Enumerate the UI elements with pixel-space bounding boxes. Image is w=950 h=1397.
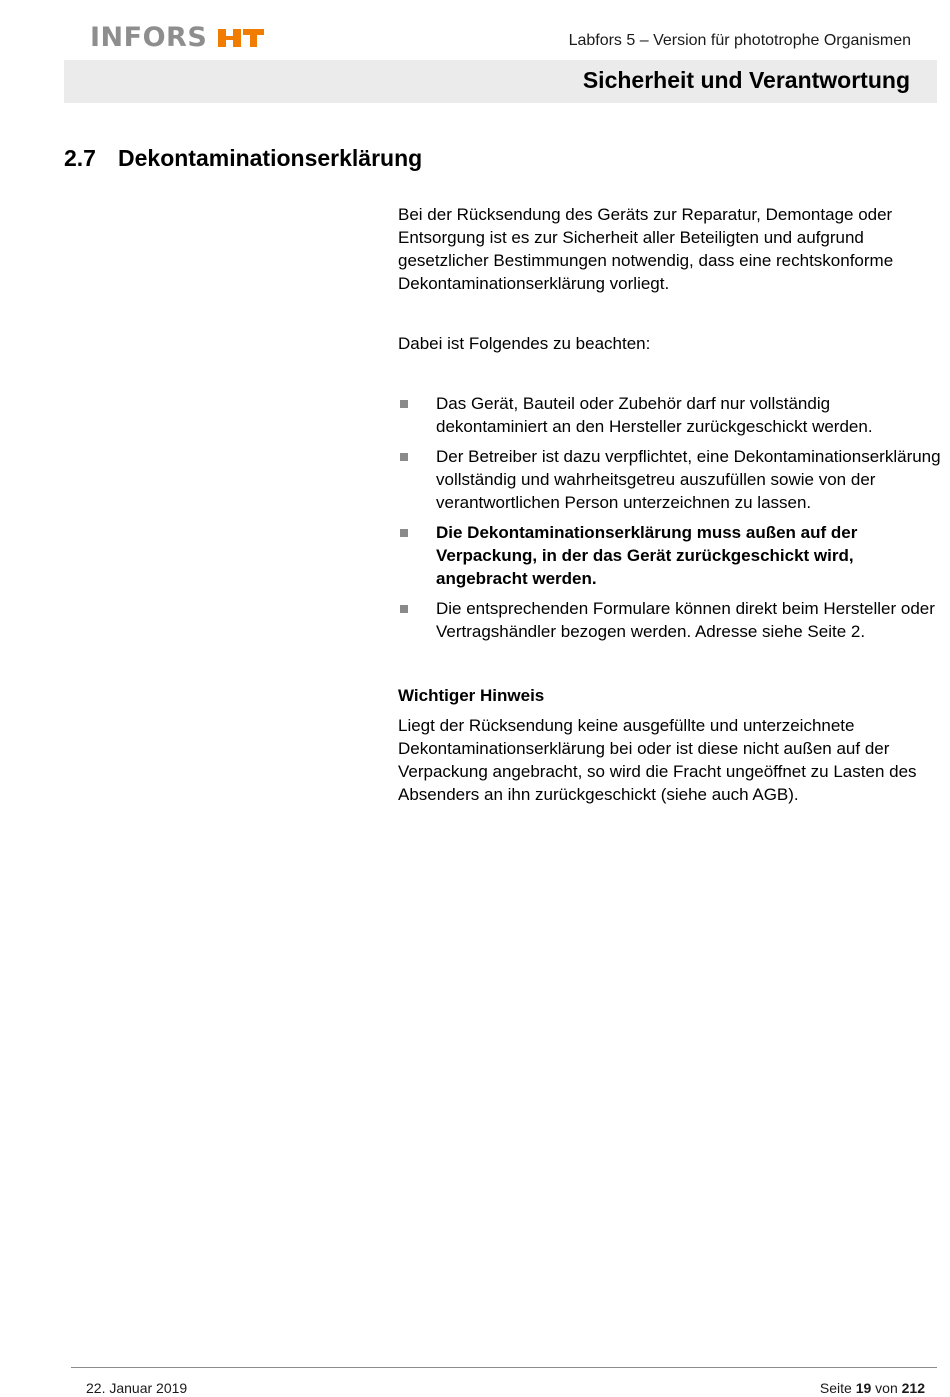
list-item-text: Der Betreiber ist dazu verpflichtet, eine Dekontaminationserklärung vollständig und wahrheitsgetreu auszufüllen sowie von der verantwortlichen Person unterzeichnen zu lassen. [436, 447, 941, 512]
list-item [398, 445, 943, 514]
note-text: Liegt der Rücksendung keine ausgefüllte und unterzeichnete Dekontaminationserklärung bei oder ist diese nicht außen auf der Verpackung angebracht, so wird die Fracht ungeöffnet zu Lasten des Absenders an ihn zurückgeschickt (siehe auch AGB). [398, 716, 917, 804]
chapter-title: Sicherheit und Verantwortung [582, 67, 910, 93]
list-item-text: Die Dekontaminationserklärung muss außen auf der Verpackung, in der das Gerät zurückgeschickt wird, angebracht werden. [436, 523, 858, 588]
square-bullet-icon [400, 400, 408, 408]
footer-date: 22. Januar 2019 [86, 1380, 188, 1396]
list-item [398, 597, 943, 643]
page-prefix: Seite [819, 1380, 852, 1396]
square-bullet-icon [400, 453, 408, 461]
document-title: Labfors 5 – Version für phototrophe Organismen [568, 32, 911, 49]
logo-text: INFORS [90, 22, 208, 53]
page-number [820, 1380, 925, 1396]
section-number: 2.7 [64, 145, 96, 171]
company-logo [90, 23, 265, 53]
section-body [398, 203, 943, 806]
square-bullet-icon [400, 529, 408, 537]
footer-divider [71, 1367, 937, 1368]
page-total: 212 [901, 1380, 925, 1396]
list-item [398, 521, 943, 590]
ht-logo-icon [217, 26, 265, 50]
section-heading [64, 145, 422, 172]
note-title: Wichtiger Hinweis [398, 686, 545, 705]
page-separator: von [875, 1380, 898, 1396]
lead-paragraph: Dabei ist Folgendes zu beachten: [398, 334, 651, 353]
section-title: Dekontaminationserklärung [118, 145, 423, 171]
list-item-text: Die entsprechenden Formulare können direkt beim Hersteller oder Vertragshändler bezogen werden. Adresse siehe Seite 2. [436, 599, 935, 641]
chapter-header-band [64, 60, 937, 103]
bullet-list [398, 392, 943, 643]
square-bullet-icon [400, 605, 408, 613]
intro-paragraph: Bei der Rücksendung des Geräts zur Reparatur, Demontage oder Entsorgung ist es zur Sicherheit aller Beteiligten und aufgrund gesetzlicher Bestimmungen notwendig, dass eine rechtskonforme Dekontaminationserklärung vorliegt. [398, 205, 894, 293]
list-item-text: Das Gerät, Bauteil oder Zubehör darf nur vollständig dekontaminiert an den Hersteller zurückgeschickt werden. [436, 394, 873, 436]
page-current: 19 [855, 1380, 872, 1396]
list-item [398, 392, 943, 438]
